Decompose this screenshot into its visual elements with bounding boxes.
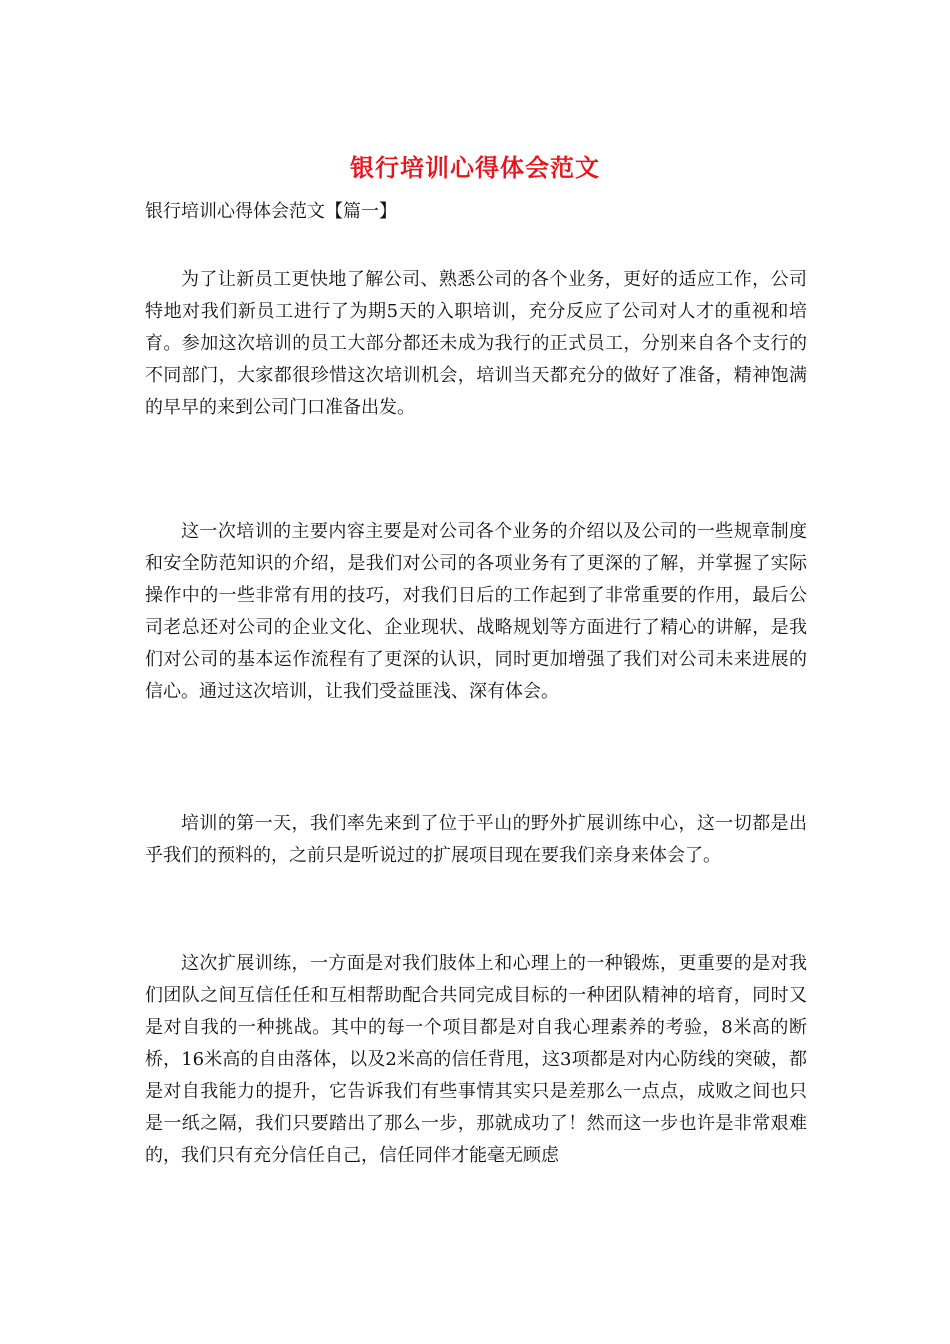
section-heading: 银行培训心得体会范文【篇一】 bbox=[145, 201, 397, 222]
paragraph-4: 这次扩展训练，一方面是对我们肢体上和心理上的一种锻炼，更重要的是对我们团队之间互信任任和互相帮助配合共同完成目标的一种团队精神的培育，同时又是对自我的一种挑战。其中的每一个项目都是对自我心理素养的考验，8米高的断桥，16米高的自由落体，以及2米高的信任背甩，这3项都是对内心防线的突破，都是对自我能力的提升，它告诉我们有些事情其实只是差那么一点点，成败之间也只是一纸之隔，我们只要踏出了那么一步，那就成功了！然而这一步也许是非常艰难的，我们只有充分信任自己，信任同伴才能毫无顾虑 bbox=[145, 953, 807, 1166]
paragraph-3: 培训的第一天，我们率先来到了位于平山的野外扩展训练中心，这一切都是出乎我们的预料的，之前只是听说过的扩展项目现在要我们亲身来体会了。 bbox=[145, 813, 807, 866]
document-title: 银行培训心得体会范文 bbox=[350, 153, 600, 182]
paragraph-2: 这一次培训的主要内容主要是对公司各个业务的介绍以及公司的一些规章制度和安全防范知识的介绍，是我们对公司的各项业务有了更深的了解，并掌握了实际操作中的一些非常有用的技巧，对我们日后的工作起到了非常重要的作用，最后公司老总还对公司的企业文化、企业现状、战略规划等方面进行了精心的讲解，是我们对公司的基本运作流程有了更深的认识，同时更加增强了我们对公司未来进展的信心。通过这次培训，让我们受益匪浅、深有体会。 bbox=[145, 521, 807, 702]
paragraph-1: 为了让新员工更快地了解公司、熟悉公司的各个业务，更好的适应工作，公司特地对我们新员工进行了为期5天的入职培训，充分反应了公司对人才的重视和培育。参加这次培训的员工大部分都还未成为我行的正式员工，分别来自各个支行的不同部门，大家都很珍惜这次培训机会，培训当天都充分的做好了准备，精神饱满的早早的来到公司门口准备出发。 bbox=[145, 269, 807, 418]
